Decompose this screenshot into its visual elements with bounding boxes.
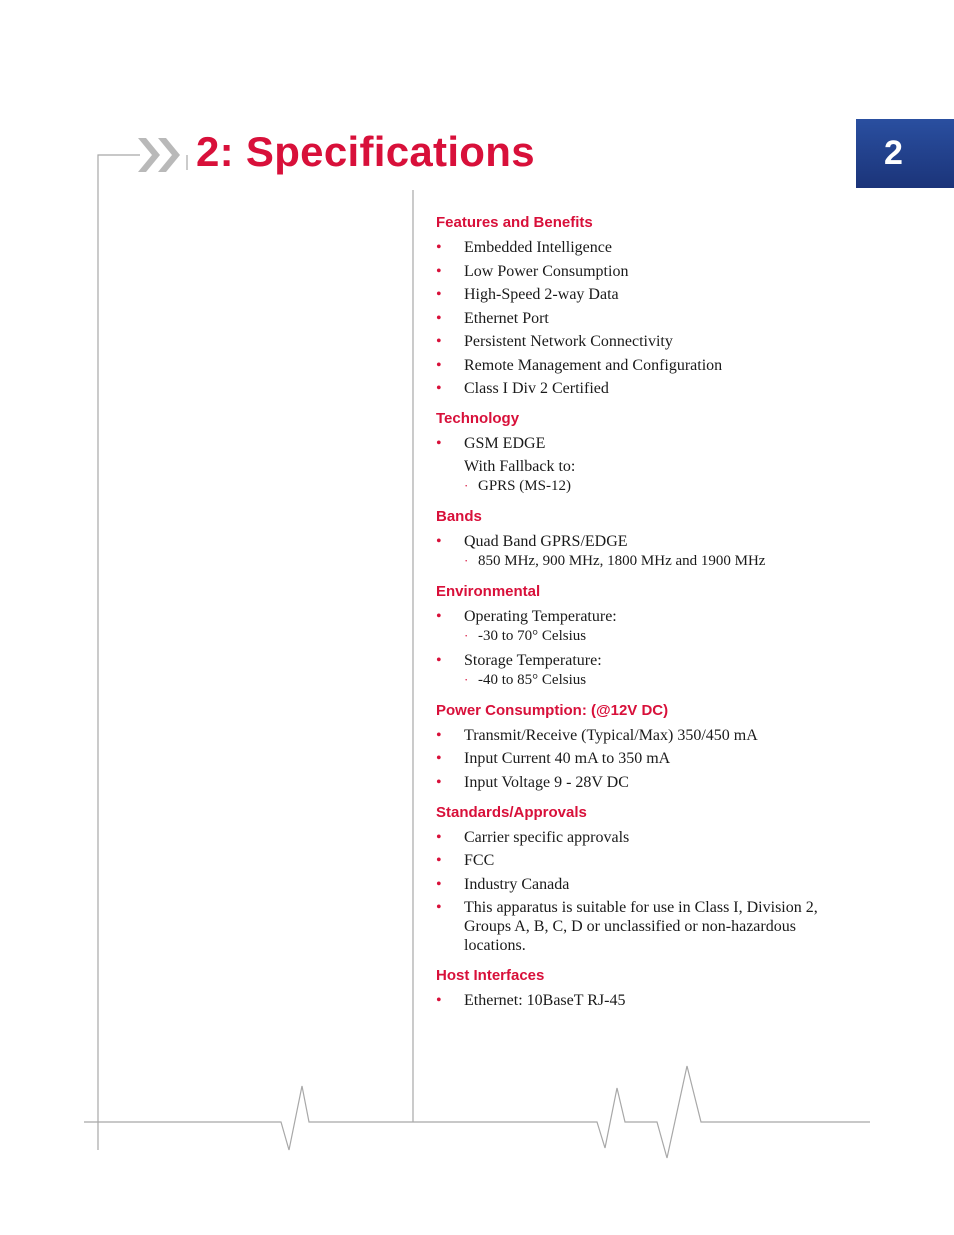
sub-list bbox=[464, 477, 856, 496]
bullet-icon: • bbox=[436, 533, 442, 550]
list-item bbox=[436, 898, 856, 955]
bullet-list bbox=[436, 532, 856, 571]
bullet-icon: • bbox=[436, 726, 442, 744]
spec-section bbox=[436, 212, 856, 398]
list-item-note: With Fallback to: bbox=[464, 458, 576, 475]
bullet-icon: • bbox=[436, 852, 442, 869]
section-heading: Technology bbox=[436, 410, 520, 427]
spec-section bbox=[436, 408, 856, 496]
bullet-icon: • bbox=[436, 750, 442, 767]
list-item bbox=[436, 238, 856, 257]
list-item bbox=[436, 726, 856, 745]
sub-list-item-text: -30 to 70° Celsius bbox=[478, 628, 587, 644]
sub-bullet-icon: · bbox=[464, 671, 469, 687]
bullet-icon: • bbox=[436, 286, 442, 303]
chapter-number-tab: 2 bbox=[856, 119, 954, 188]
list-item-text: Operating Temperature: bbox=[464, 608, 617, 625]
list-item-text: Quad Band GPRS/EDGE bbox=[464, 533, 628, 550]
spec-section bbox=[436, 700, 856, 792]
list-item-text: Class I Div 2 Certified bbox=[464, 380, 609, 397]
list-item-text: FCC bbox=[464, 852, 495, 869]
sub-list bbox=[464, 627, 856, 646]
list-item-text: Ethernet Port bbox=[464, 309, 549, 327]
bullet-list bbox=[436, 238, 856, 398]
section-heading: Features and Benefits bbox=[436, 214, 593, 231]
bullet-icon: • bbox=[436, 309, 442, 327]
list-item bbox=[436, 651, 856, 690]
sub-list-item bbox=[464, 552, 856, 571]
bullet-icon: • bbox=[436, 651, 442, 669]
bullet-list bbox=[436, 607, 856, 690]
list-item bbox=[436, 773, 856, 792]
sub-bullet-icon: · bbox=[464, 553, 469, 568]
list-item-text: Low Power Consumption bbox=[464, 262, 629, 280]
section-heading: Bands bbox=[436, 508, 482, 525]
bullet-icon: • bbox=[436, 435, 442, 452]
list-item bbox=[436, 379, 856, 398]
spec-section bbox=[436, 581, 856, 690]
bullet-list bbox=[436, 991, 856, 1010]
sub-bullet-icon: · bbox=[464, 628, 469, 643]
bullet-icon: • bbox=[436, 608, 442, 625]
sub-list bbox=[464, 552, 856, 571]
sub-list-item-text: 850 MHz, 900 MHz, 1800 MHz and 1900 MHz bbox=[478, 553, 766, 569]
bullet-icon: • bbox=[436, 992, 442, 1009]
spec-section bbox=[436, 802, 856, 956]
sub-list-item bbox=[464, 627, 856, 646]
bullet-icon: • bbox=[436, 828, 442, 846]
list-item bbox=[436, 749, 856, 768]
list-item bbox=[436, 875, 856, 894]
bullet-icon: • bbox=[436, 262, 442, 280]
list-item-text: Remote Management and Configuration bbox=[464, 356, 723, 374]
bullet-icon: • bbox=[436, 356, 442, 374]
bullet-list bbox=[436, 726, 856, 792]
page-title: 2: Specifications bbox=[196, 128, 535, 175]
list-item bbox=[436, 607, 856, 646]
section-heading: Host Interfaces bbox=[436, 967, 545, 984]
section-heading: Standards/Approvals bbox=[436, 803, 587, 821]
list-item-text: Storage Temperature: bbox=[464, 651, 602, 669]
list-item-text: Input Voltage 9 - 28V DC bbox=[464, 773, 629, 791]
bullet-list bbox=[436, 434, 856, 496]
sub-list-item bbox=[464, 671, 856, 690]
sub-bullet-icon: · bbox=[464, 478, 469, 493]
list-item bbox=[436, 309, 856, 328]
double-chevron-icon bbox=[138, 136, 190, 174]
list-item bbox=[436, 262, 856, 281]
bullet-list bbox=[436, 828, 856, 956]
bullet-icon: • bbox=[436, 380, 442, 397]
sub-list-item-text: GPRS (MS-12) bbox=[478, 478, 571, 494]
list-item bbox=[436, 991, 856, 1010]
bullet-icon: • bbox=[436, 773, 442, 791]
bullet-icon: • bbox=[436, 239, 442, 256]
list-item-text: This apparatus is suitable for use in Class I, Division 2, Groups A, B, C, D or unclassified or non-hazardous locations. bbox=[464, 899, 818, 954]
list-item bbox=[436, 332, 856, 351]
list-item bbox=[436, 434, 856, 496]
list-item-text: Persistent Network Connectivity bbox=[464, 333, 673, 350]
list-item bbox=[436, 285, 856, 304]
section-heading: Environmental bbox=[436, 583, 541, 600]
bullet-icon: • bbox=[436, 333, 442, 350]
spec-section bbox=[436, 506, 856, 571]
sub-list-item bbox=[464, 477, 856, 496]
section-heading: Power Consumption: (@12V DC) bbox=[436, 701, 669, 719]
spec-section bbox=[436, 965, 856, 1010]
list-item-text: High-Speed 2-way Data bbox=[464, 286, 619, 303]
list-item-text: Ethernet: 10BaseT RJ-45 bbox=[464, 992, 626, 1009]
list-item bbox=[436, 851, 856, 870]
bullet-icon: • bbox=[436, 875, 442, 893]
list-item-text: Input Current 40 mA to 350 mA bbox=[464, 750, 671, 767]
sub-list bbox=[464, 671, 856, 690]
specifications-content bbox=[436, 212, 856, 1020]
list-item bbox=[436, 828, 856, 847]
list-item-text: GSM EDGE bbox=[464, 435, 546, 452]
list-item-text: Transmit/Receive (Typical/Max) 350/450 mA bbox=[464, 726, 758, 744]
list-item bbox=[436, 532, 856, 571]
list-item-text: Industry Canada bbox=[464, 875, 570, 893]
list-item bbox=[436, 356, 856, 375]
sub-list-item-text: -40 to 85° Celsius bbox=[478, 671, 587, 688]
list-item-text: Carrier specific approvals bbox=[464, 828, 630, 846]
list-item-text: Embedded Intelligence bbox=[464, 239, 612, 256]
bullet-icon: • bbox=[436, 899, 442, 916]
